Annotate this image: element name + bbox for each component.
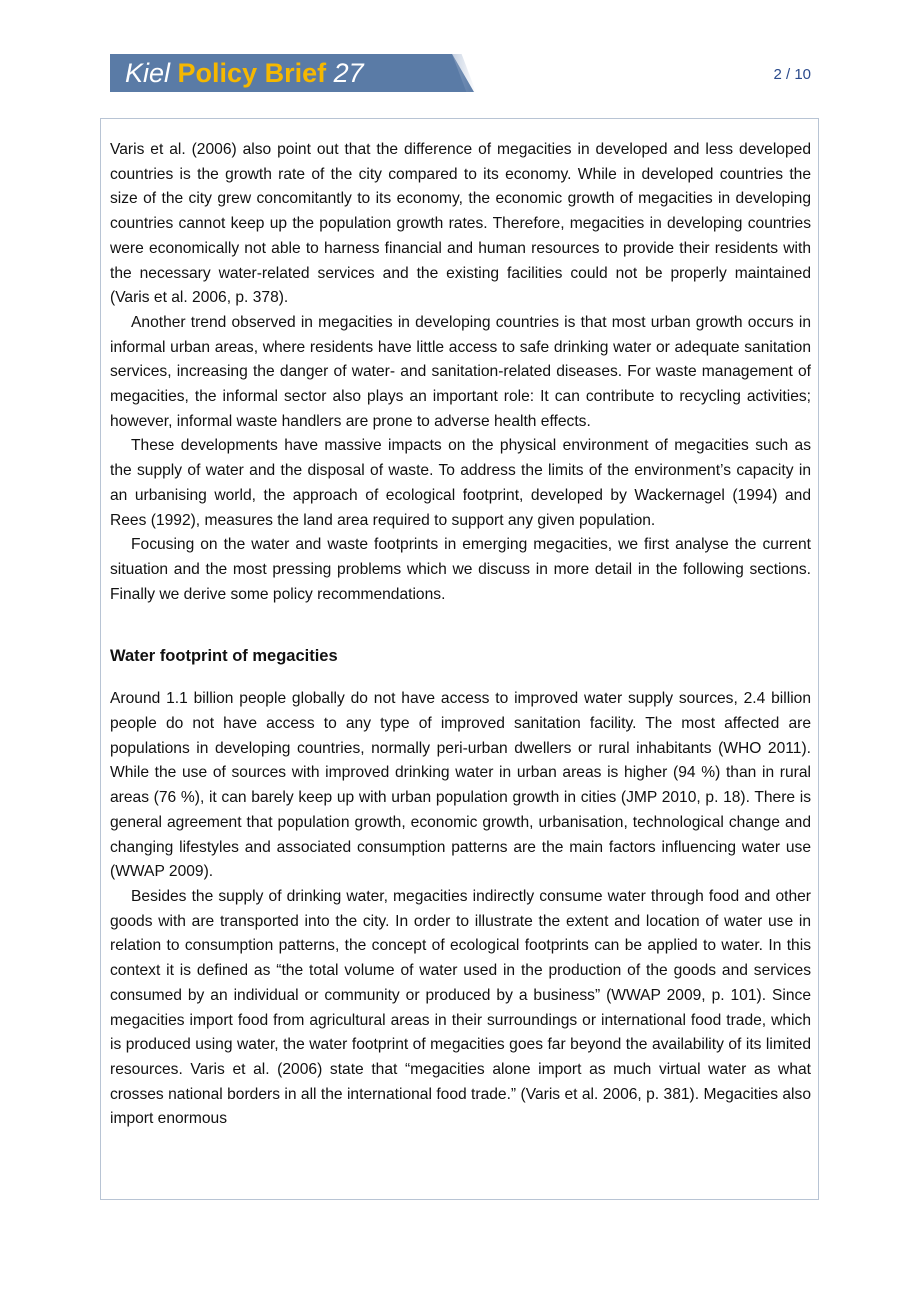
brand-title [125,56,364,90]
paragraph: Another trend observed in megacities in developing countries is that most urban growth occurs in informal urban areas, where residents have little access to safe drinking water or adequate sanitation services, increasing the danger of water- and sanitation-related diseases. For waste management of megacities, the informal sector also plays an important role: It can contribute to recycling activities; however, informal waste handlers are prone to adverse health effects. [110,313,811,430]
document-body [110,138,811,1132]
paragraph: Around 1.1 billion people globally do not have access to improved water supply sources, 2.4 billion people do not have access to any type of improved sanitation facility. The most affected are populations in developing countries, normally peri-urban dwellers or rural inhabitants (WHO 2011). While the use of sources with improved drinking water in urban areas is higher (94 %) than in rural areas (76 %), it can barely keep up with urban population growth in cities (JMP 2010, p. 18). There is general agreement that population growth, economic growth, urbanisation, technological change and changing lifestyles and associated consumption patterns are the main factors influencing water use (WWAP 2009). [110,690,811,881]
brand-policy: Policy [177,58,258,88]
brand-kiel: Kiel [125,58,171,88]
paragraph: These developments have massive impacts on the physical environment of megacities such as the supply of water and the disposal of waste. To address the limits of the environment’s capacity in an urbanising world, the approach of ecological footprint, developed by Wackernagel (1994) and Rees (1992), measures the land area required to support any given population. [110,437,811,529]
paragraph: Besides the supply of drinking water, megacities indirectly consume water through food and other goods with are transported into the city. In order to illustrate the extent and location of water use in relation to consumption patterns, the concept of ecological footprints can be applied to water. In this context it is defined as “the total volume of water used in the production of the goods and services consumed by an individual or community or produced by a business” (WWAP 2009, p. 101). Since megacities import food from agricultural areas in their surroundings or international food trade, which is produced using water, the water footprint of megacities goes far beyond the availability of its limited resources. Varis et al. (2006) state that “megacities alone import as much virtual water as what crosses national borders in all the international food trade.” (Varis et al. 2006, p. 381). Megacities also import enormous [110,887,811,1128]
brand-brief: Brief [264,58,327,88]
section-heading: Water footprint of megacities [110,647,338,666]
paragraph: Varis et al. (2006) also point out that the difference of megacities in developed and less developed countries is the growth rate of the city compared to its economy. While in developed countries the size of the city grew concomitantly to its economy, the economic growth of megacities in developing countries cannot keep up the population growth rates. Therefore, megacities in developing countries were economically not able to harness financial and human resources to provide their residents with the necessary water-related services and the existing facilities could not be properly maintained (Varis et al. 2006, p. 378). [110,141,811,307]
brand-issue-number: 27 [333,58,364,88]
page-number: 2 / 10 [773,66,811,83]
paragraph: Focusing on the water and waste footprints in emerging megacities, we first analyse the current situation and the most pressing problems which we discuss in more detail in the following sections. Finally we derive some policy recommendations. [110,536,811,603]
